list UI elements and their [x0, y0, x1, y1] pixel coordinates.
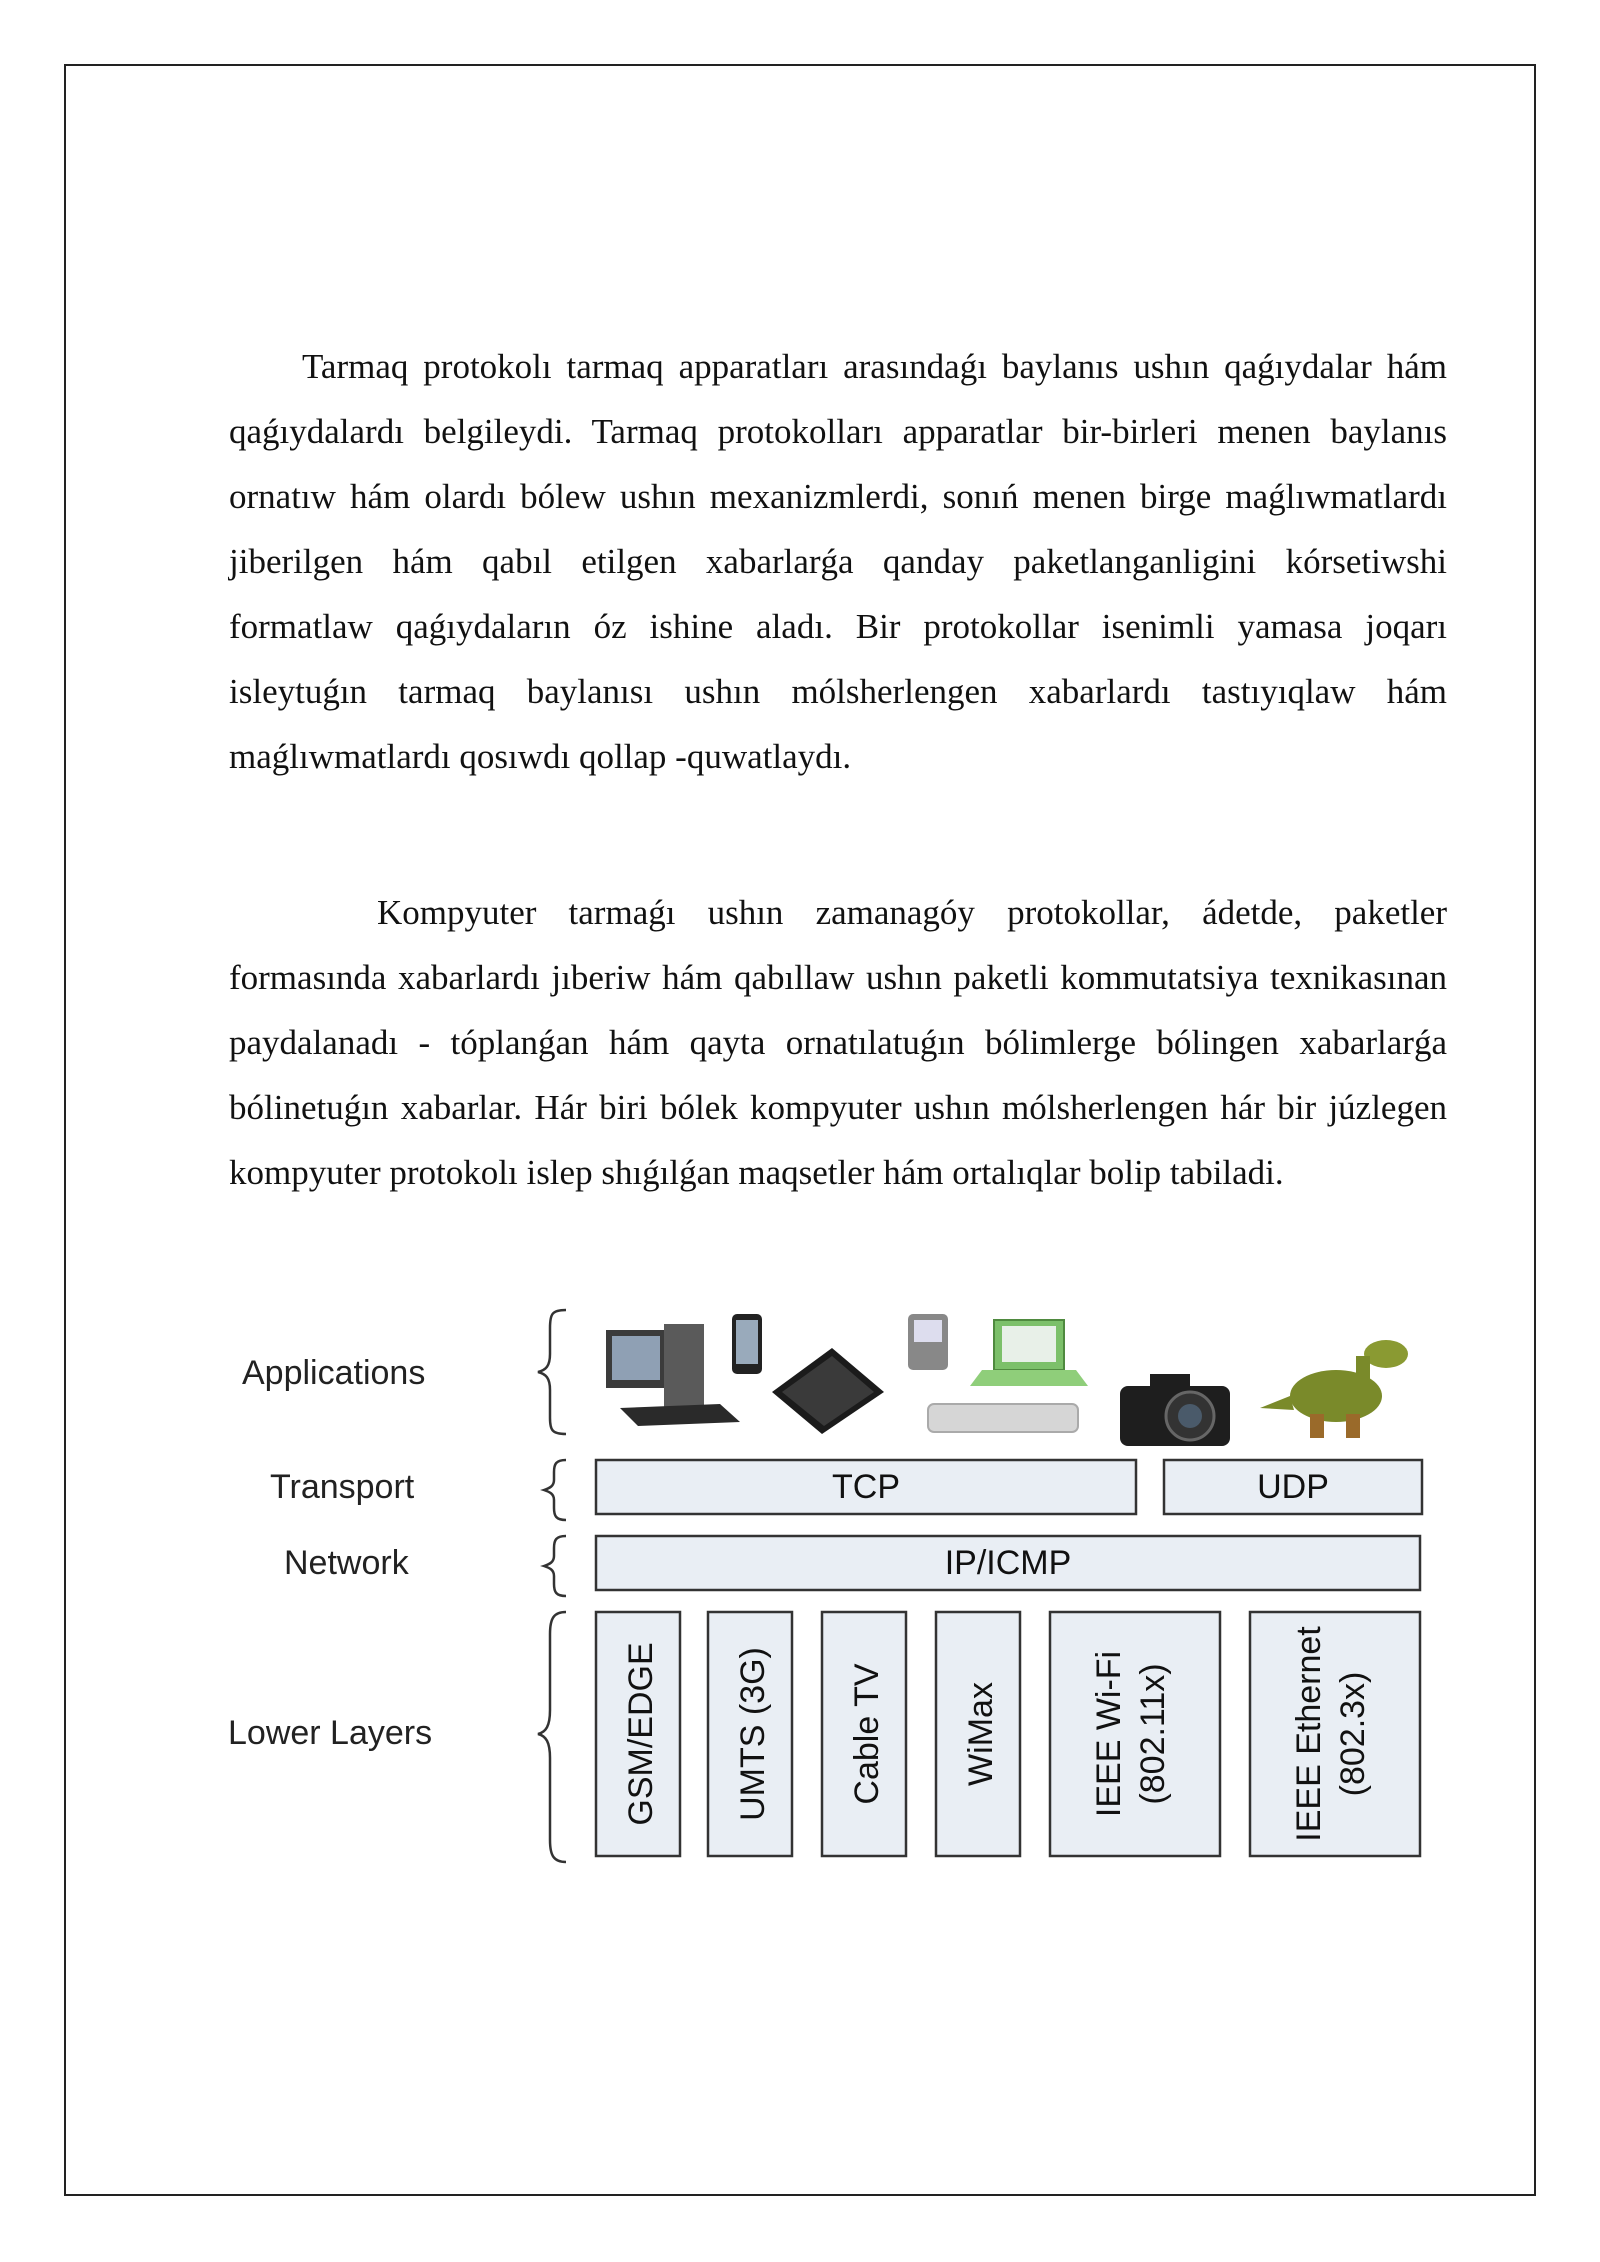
brace-applications [538, 1310, 566, 1434]
robot-dinosaur-icon [1260, 1340, 1408, 1438]
lower-protocol-label: UMTS (3G) [734, 1647, 772, 1821]
tcp-label: TCP [832, 1468, 900, 1506]
lower-protocol-label: IEEE Wi-Fi [1090, 1650, 1128, 1818]
lower-protocol-gsm [596, 1612, 680, 1856]
lower-protocol-sublabel: (802.3x) [1334, 1671, 1372, 1797]
lower-protocol-label: IEEE Ethernet [1290, 1626, 1328, 1842]
layer-label-applications: Applications [242, 1354, 426, 1392]
smartphone-icon [732, 1314, 762, 1374]
brace-network [544, 1536, 566, 1596]
media-box-icon [928, 1404, 1078, 1432]
layer-label-transport: Transport [270, 1468, 415, 1506]
lower-protocol-label: GSM/EDGE [622, 1642, 660, 1826]
lower-protocol-ethernet [1250, 1612, 1420, 1856]
layer-label-network: Network [284, 1544, 409, 1582]
camera-icon [1120, 1374, 1230, 1446]
lower-protocol-wifi [1050, 1612, 1220, 1856]
paragraph-1 [229, 334, 1447, 789]
paragraph-text: Tarmaq protokolı tarmaq apparatları arasındaǵı baylanıs ushın qaǵıydalar hám qaǵıydalardı belgileydi. Tarmaq protokolları apparatlar bir-birleri menen baylanıs ornatıw hám olardı bólew ushın mexanizmlerdi, sonıń menen birge maǵlıwmatlardı jiberilgen hám qabıl etilgen xabarlarǵa qanday paketlanganligini kórsetiwshi formatlaw qaǵıydaların óz ishine aladı. Bir protokollar isenimli yamasa joqarı isleytuǵın tarmaq baylanısı ushın mólsherlengen xabarlardı tastıyıqlaw hám maǵlıwmatlardı qosıwdı qollap -quwatlaydı. [229, 347, 1447, 776]
udp-label: UDP [1257, 1468, 1329, 1506]
layer-label-lower: Lower Layers [228, 1714, 433, 1752]
lower-protocol-cable [822, 1612, 906, 1856]
pda-icon [908, 1314, 948, 1370]
laptop-icon [970, 1320, 1088, 1386]
lower-protocol-label: WiMax [962, 1682, 1000, 1786]
lower-protocol-wimax [936, 1612, 1020, 1856]
lower-protocol-umts [708, 1612, 792, 1856]
lower-protocol-label: Cable TV [848, 1663, 886, 1805]
paragraph-2 [229, 880, 1447, 1205]
tablet-icon [772, 1348, 884, 1434]
desktop-computer-icon [606, 1324, 740, 1426]
paragraph-text: Kompyuter tarmaǵı ushın zamanagóy protokollar, ádetde, paketler formasında xabarlardı jıberiw hám qabıllaw ushın paketli kommutatsiya texnikasınan paydalanadı - tóplanǵan hám qayta ornatılatuǵın bólimlerge bólingen xabarlarǵa bólinetuǵın xabarlar. Hár biri bólek kompyuter ushın mólsherlengen hár bir júzlegen kompyuter protokolı islep shıǵılǵan maqsetler hám ortalıqlar bolip tabiladi. [229, 893, 1447, 1192]
protocol-stack-diagram [220, 1300, 1460, 1870]
lower-protocol-sublabel: (802.11x) [1134, 1663, 1172, 1805]
brace-lower [538, 1612, 566, 1862]
ip-icmp-label: IP/ICMP [944, 1544, 1072, 1582]
brace-transport [544, 1460, 566, 1520]
